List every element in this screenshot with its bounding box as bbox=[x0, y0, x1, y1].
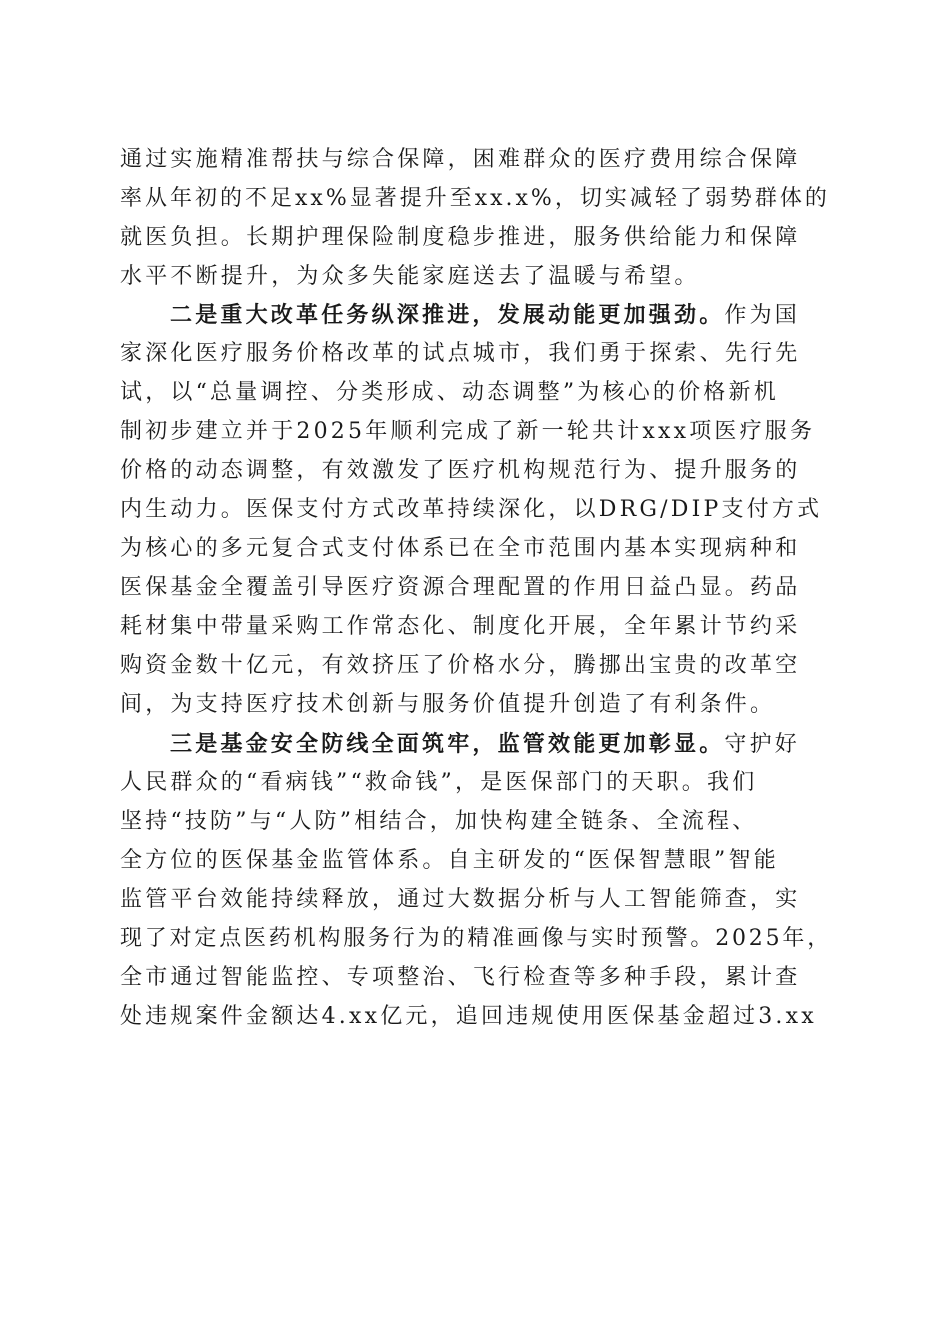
paragraph-lead-heading: 二是重大改革任务纵深推进，发展动能更加强劲。 bbox=[170, 302, 725, 328]
paragraph-line: 水平不断提升，为众多失能家庭送去了温暖与希望。 bbox=[120, 264, 700, 289]
paragraph-line: 率从年初的不足xx%显著提升至xx.x%，切实减轻了弱势群体的 bbox=[120, 186, 830, 211]
paragraph-line: 全方位的医保基金监管体系。自主研发的“医保智慧眼”智能 bbox=[120, 848, 779, 873]
paragraph-line: 就医负担。长期护理保险制度稳步推进，服务供给能力和保障 bbox=[120, 225, 801, 250]
paragraph-line: 处违规案件金额达4.xx亿元，追回违规使用医保基金超过3.xx bbox=[120, 1004, 817, 1029]
paragraph-first-line-rest: 守护好 bbox=[724, 732, 801, 757]
paragraph-line: 为核心的多元复合式支付体系已在全市范围内基本实现病种和 bbox=[120, 536, 801, 561]
paragraph-first-line bbox=[170, 297, 800, 333]
paragraph-line: 耗材集中带量采购工作常态化、制度化开展，全年累计节约采 bbox=[120, 614, 801, 639]
paragraph-line: 医保基金全覆盖引导医疗资源合理配置的作用日益凸显。药品 bbox=[120, 575, 801, 600]
paragraph-line: 试，以“总量调控、分类形成、动态调整”为核心的价格新机 bbox=[120, 380, 779, 405]
paragraph-first-line-rest: 作为国 bbox=[724, 303, 801, 328]
paragraph-lead-heading: 三是基金安全防线全面筑牢，监管效能更加彰显。 bbox=[170, 731, 725, 757]
paragraph-line: 家深化医疗服务价格改革的试点城市，我们勇于探索、先行先 bbox=[120, 341, 801, 366]
paragraph-line: 间，为支持医疗技术创新与服务价值提升创造了有利条件。 bbox=[120, 692, 776, 717]
paragraph-line: 坚持“技防”与“人防”相结合，加快构建全链条、全流程、 bbox=[120, 809, 758, 834]
paragraph-line: 购资金数十亿元，有效挤压了价格水分，腾挪出宝贵的改革空 bbox=[120, 653, 801, 678]
paragraph-line: 监管平台效能持续释放，通过大数据分析与人工智能筛查，实 bbox=[120, 887, 801, 912]
paragraph-first-line bbox=[170, 726, 800, 762]
paragraph-line: 现了对定点医药机构服务行为的精准画像与实时预警。2025年， bbox=[120, 926, 832, 951]
paragraph-line: 价格的动态调整，有效激发了医疗机构规范行为、提升服务的 bbox=[120, 458, 801, 483]
paragraph-line: 内生动力。医保支付方式改革持续深化，以DRG/DIP支付方式 bbox=[120, 497, 823, 522]
paragraph-line: 制初步建立并于2025年顺利完成了新一轮共计xxx项医疗服务 bbox=[120, 419, 816, 444]
paragraph-line: 人民群众的“看病钱”“救命钱”，是医保部门的天职。我们 bbox=[120, 770, 758, 795]
paragraph-line: 通过实施精准帮扶与综合保障，困难群众的医疗费用综合保障 bbox=[120, 147, 801, 172]
paragraph-line: 全市通过智能监控、专项整治、飞行检查等多种手段，累计查 bbox=[120, 965, 801, 990]
